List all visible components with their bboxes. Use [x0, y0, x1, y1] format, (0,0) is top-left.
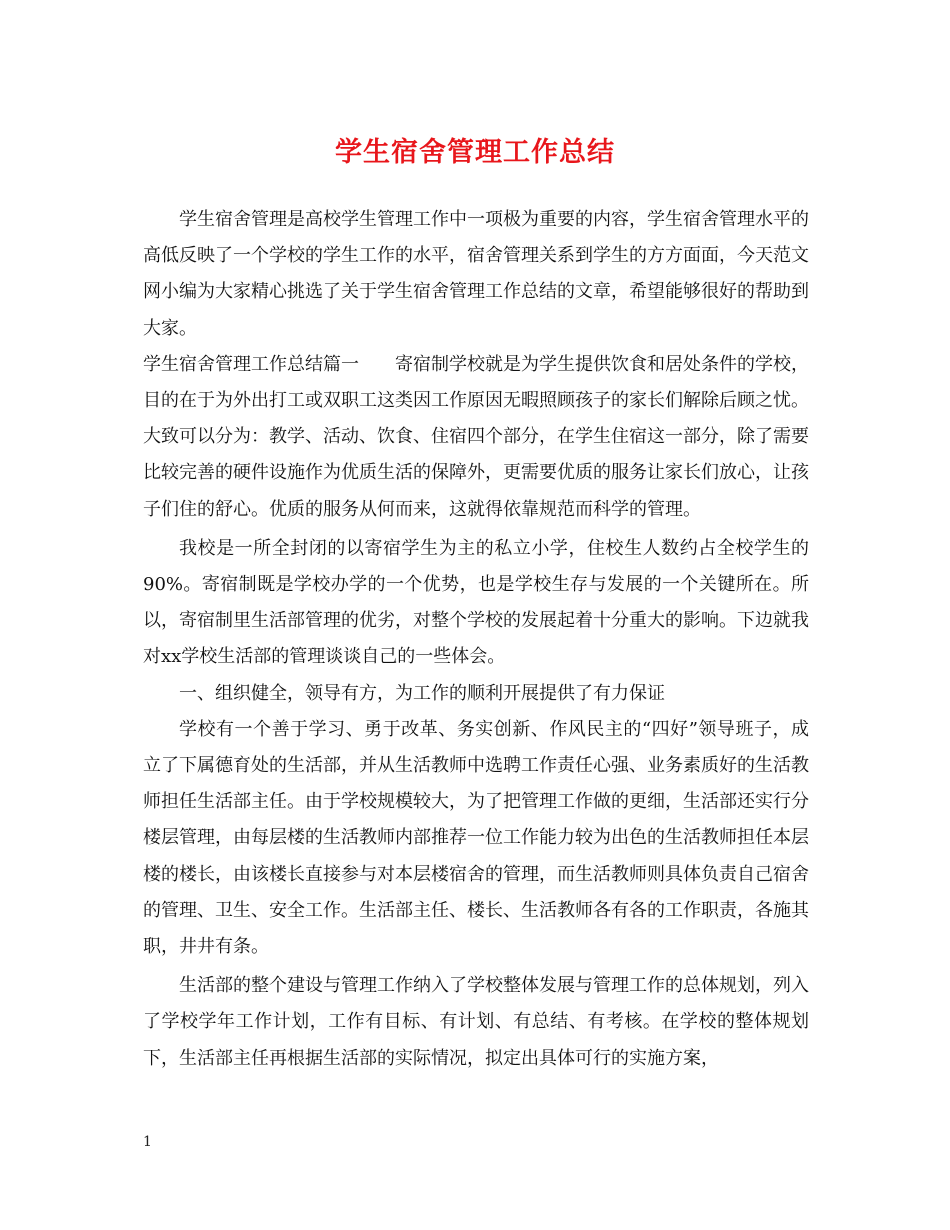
section-heading-organization: 一、组织健全，领导有方，为工作的顺利开展提供了有力保证 [179, 682, 665, 704]
document-title: 学生宿舍管理工作总结 [335, 137, 615, 168]
paragraph-planning: 生活部的整个建设与管理工作纳入了学校整体发展与管理工作的总体规划，列入了学校学年工作计划，工作有目标、有计划、有总结、有考核。在学校的整体规划下，生活部主任再根据生活部的实际情况，拟定出具体可行的实施方案， [143, 975, 809, 1069]
paragraph-leadership: 学校有一个善于学习、勇于改革、务实创新、作风民主的“四好”领导班子，成立了下属德育处的生活部，并从生活教师中选聘工作责任心强、业务素质好的生活教师担任生活部主任。由于学校规模较大，为了把管理工作做的更细，生活部还实行分楼层管理，由每层楼的生活教师内部推荐一位工作能力较为出色的生活教师担任本层楼的楼长，由该楼长直接参与对本层楼宿舍的管理，而生活教师则具体负责自己宿舍的管理、卫生、安全工作。生活部主任、楼长、生活教师各有各的工作职责，各施其职，井井有条。 [143, 718, 809, 958]
document-body [143, 202, 809, 1077]
paragraph-intro: 学生宿舍管理是高校学生管理工作中一项极为重要的内容，学生宿舍管理水平的高低反映了一个学校的学生工作的水平，宿舍管理关系到学生的方方面面，今天范文网小编为大家精心挑选了关于学生宿舍管理工作总结的文章，希望能够很好的帮助到大家。 [143, 209, 809, 339]
page-number: 1 [143, 1134, 152, 1150]
paragraph-school-overview: 我校是一所全封闭的以寄宿学生为主的私立小学，住校生人数约占全校学生的90%。寄宿制既是学校办学的一个优势，也是学校生存与发展的一个关键所在。所以，寄宿制里生活部管理的优劣，对整个学校的发展起着十分重大的影响。下边就我对xx学校生活部的管理谈谈自己的一些体会。 [143, 537, 809, 668]
paragraph-section-one: 学生宿舍管理工作总结篇一 寄宿制学校就是为学生提供饮食和居处条件的学校，目的在于为外出打工或双职工这类因工作原因无暇照顾孩子的家长们解除后顾之忧。大致可以分为：教学、活动、饮食、住宿四个部分，在学生住宿这一部分，除了需要比较完善的硬件设施作为优质生活的保障外，更需要优质的服务让家长们放心，让孩子们住的舒心。优质的服务从何而来，这就得依靠规范而科学的管理。 [143, 353, 809, 520]
